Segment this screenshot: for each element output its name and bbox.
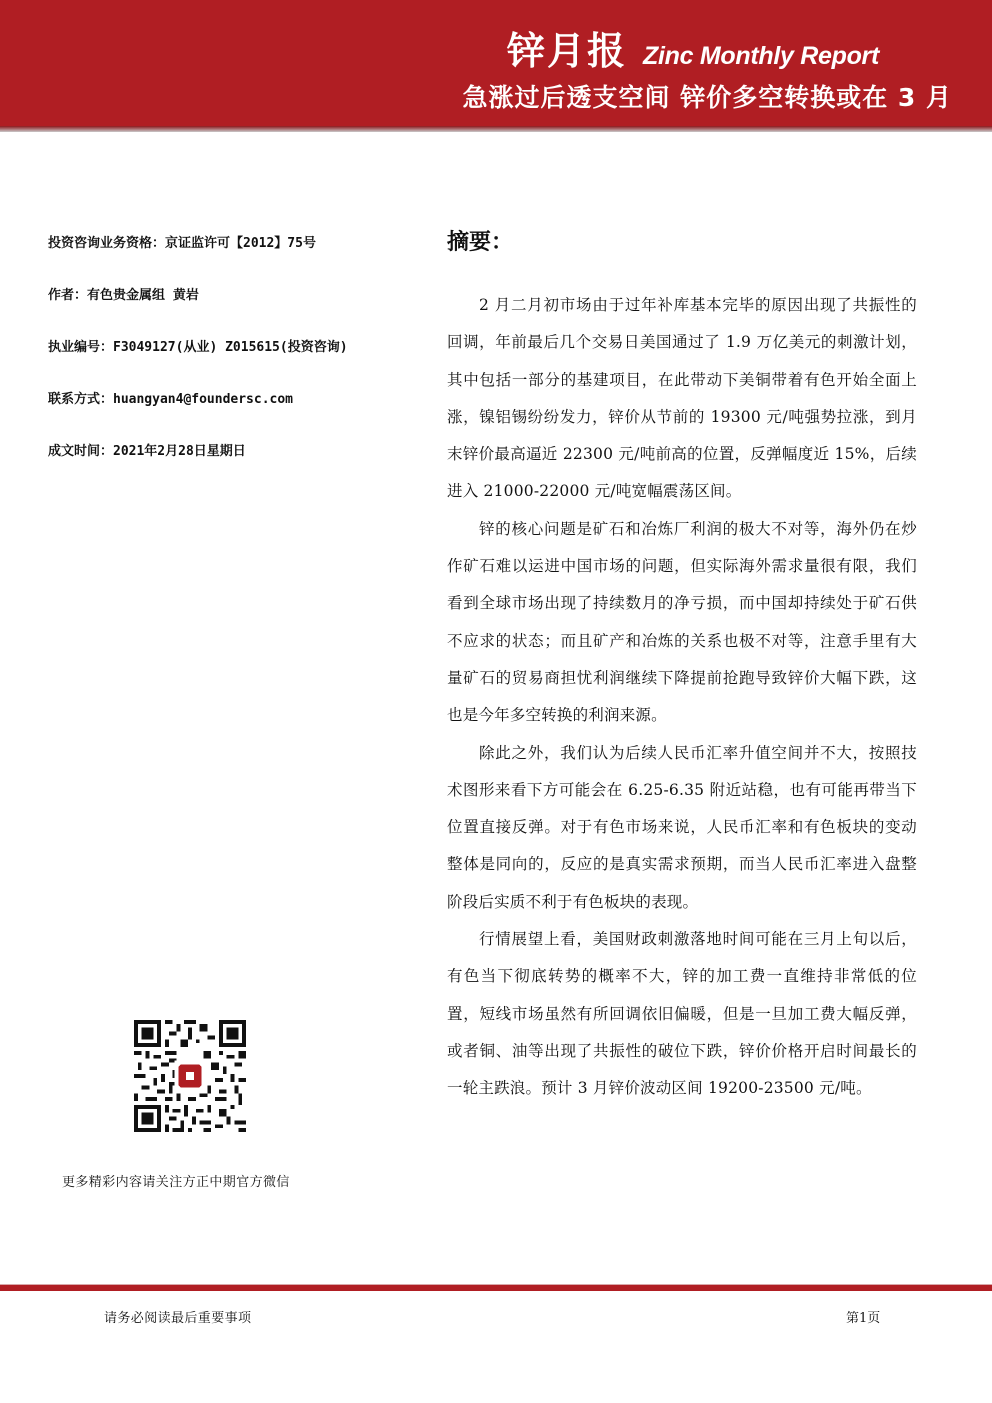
- footer-notice: 请务必阅读最后重要事项: [104, 1311, 252, 1326]
- author-info: [48, 236, 428, 496]
- qualification-line: 投资咨询业务资格：京证监许可【2012】75号: [48, 236, 316, 251]
- footer-rule: [0, 1284, 992, 1291]
- report-title-cn: 锌月报: [507, 29, 628, 73]
- report-title: [507, 20, 879, 73]
- author-line: 作者：有色贵金属组 黄岩: [48, 288, 199, 303]
- date-line: 成文时间：2021年2月28日星期日: [48, 444, 246, 459]
- report-subtitle: 急涨过后透支空间 锌价多空转换或在 3 月: [462, 83, 952, 112]
- header-banner-shadow: [0, 126, 992, 132]
- qr-caption: 更多精彩内容请关注方正中期官方微信: [62, 1175, 290, 1190]
- summary-paragraph: 锌的核心问题是矿石和冶炼厂利润的极大不对等，海外仍在炒作矿石难以运进中国市场的问题，但实际海外需求量很有限，我们看到全球市场出现了持续数月的净亏损，而中国却持续处于矿石供不应求的状态；而且矿产和冶炼的关系也极不对等，注意手里有大量矿石的贸易商担忧利润继续下降提前抢跑导致锌价大幅下跌，这也是今年多空转换的利润来源。: [447, 519, 917, 725]
- report-title-en: Zinc Monthly Report: [643, 42, 879, 70]
- summary-body: [447, 287, 917, 1108]
- license-number-line: 执业编号：F3049127(从业) Z015615(投资咨询): [48, 340, 348, 355]
- summary-paragraph: 除此之外，我们认为后续人民币汇率升值空间并不大，按照技术图形来看下方可能会在 6.25-6.35 附近站稳，也有可能再带当下位置直接反弹。对于有色市场来说，人民币汇率和有色板块的变动整体是同向的，反应的是真实需求预期，而当人民币汇率进入盘整阶段后实质不利于有色板块的表现。: [447, 743, 917, 911]
- summary-paragraph: 行情展望上看，美国财政刺激落地时间可能在三月上旬以后，有色当下彻底转势的概率不大，锌的加工费一直维持非常低的位置，短线市场虽然有所回调依旧偏暖，但是一旦加工费大幅反弹，或者铜、油等出现了共振性的破位下跌，锌价价格开启时间最长的一轮主跌浪。预计 3 月锌价波动区间 19200-23500 元/吨。: [447, 930, 917, 1098]
- contact-line: 联系方式：huangyan4@foundersc.com: [48, 392, 294, 407]
- summary-heading: 摘要：: [447, 230, 514, 255]
- summary-paragraph: 2 月二月初市场由于过年补库基本完毕的原因出现了共振性的回调，年前最后几个交易日美国通过了 1.9 万亿美元的刺激计划，其中包括一部分的基建项目，在此带动下美铜带着有色开始全面上涨，镍铝锡纷纷发力，锌价从节前的 19300 元/吨强势拉涨，到月末锌价最高逼近 22300 元/吨前高的位置，反弹幅度近 15%，后续进入 21000-22000 元/吨宽幅震荡区间。: [447, 296, 917, 501]
- page-number: 第1页: [846, 1311, 881, 1326]
- wechat-qr-code: [134, 1020, 246, 1132]
